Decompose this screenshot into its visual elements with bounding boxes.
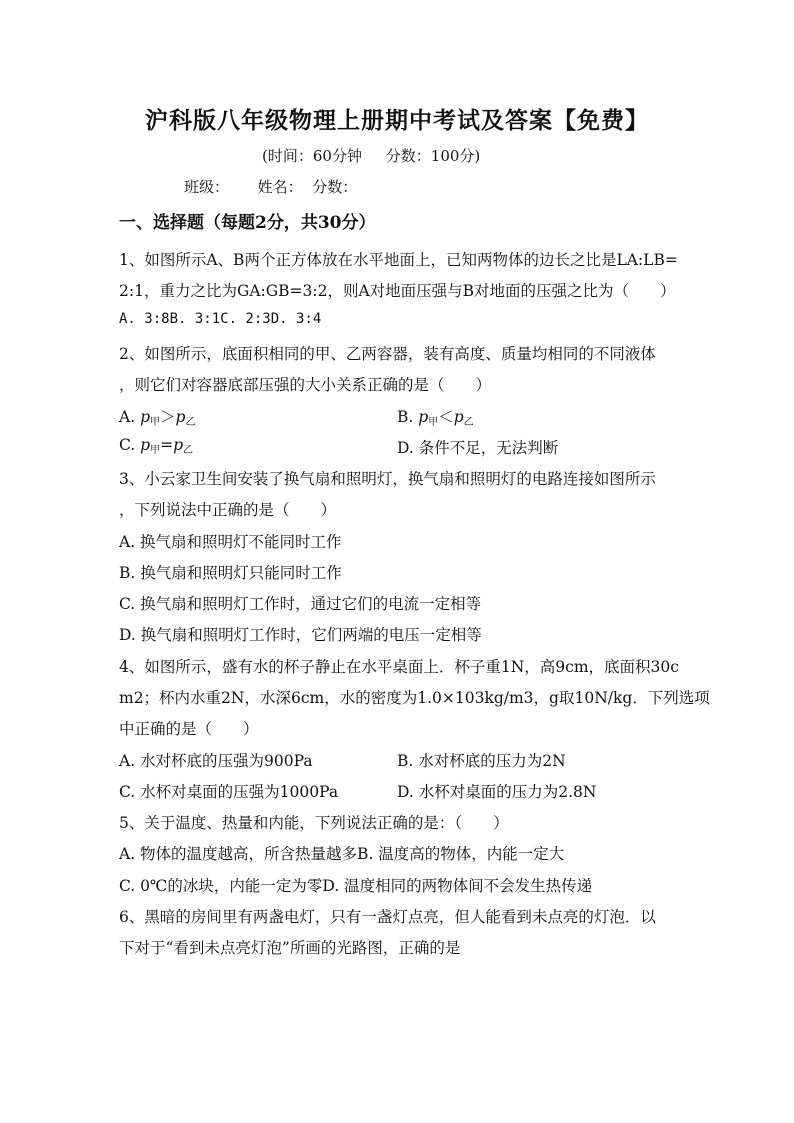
- q1-line1: 1、如图所示A、B两个正方体放在水平地面上，已知两物体的边长之比是LA:LB=: [119, 251, 678, 269]
- q2-line1: 2、如图所示，底面积相同的甲、乙两容器，装有高度、质量均相同的不同液体: [119, 345, 656, 363]
- q6-line1: 6、黑暗的房间里有两盏电灯，只有一盏灯点亮，但人能看到未点亮的灯泡．以: [119, 908, 656, 926]
- q4-option-d: D. 水杯对桌面的压力为2.8N: [397, 783, 597, 801]
- q2-option-a: A. $p_甲>p_乙$: [119, 408, 196, 428]
- exam-score: 分数：100分): [385, 147, 481, 165]
- q3-option-b: B. 换气扇和照明灯只能同时工作: [119, 564, 342, 582]
- q4-line2: m2；杯内水重2N，水深6cm，水的密度为1.0×103kg/m3，g取10N/kg．下列选项: [119, 689, 710, 707]
- q5-options-cd: C. 0℃的冰块，内能一定为零D. 温度相同的两物体间不会发生热传递: [119, 877, 593, 895]
- q5-options-ab: A. 物体的温度越高，所含热量越多B. 温度高的物体，内能一定大: [119, 845, 565, 863]
- name-field: 姓名：: [257, 178, 303, 196]
- exam-meta: [262, 145, 480, 166]
- page-title: 沪科版八年级物理上册期中考试及答案【免费】: [145, 107, 649, 134]
- q2-line2: ，则它们对容器底部压强的大小关系正确的是（ ）: [119, 376, 492, 394]
- q3-option-a: A. 换气扇和照明灯不能同时工作: [119, 533, 342, 551]
- q4-option-a: A. 水对杯底的压强为900Pa: [119, 752, 313, 770]
- q1-line2: 2:1，重力之比为GA:GB=3:2，则A对地面压强与B对地面的压强之比为（ ）: [119, 282, 676, 300]
- q3-line2: ，下列说法中正确的是（ ）: [119, 501, 337, 519]
- q3-option-c: C. 换气扇和照明灯工作时，通过它们的电流一定相等: [119, 595, 482, 613]
- q3-option-d: D. 换气扇和照明灯工作时，它们两端的电压一定相等: [119, 626, 482, 644]
- q2-option-b: B. $p_甲<p_乙$: [397, 408, 474, 428]
- section-heading: 一、选择题（每题2分，共30分）: [119, 213, 376, 233]
- student-info: [184, 176, 357, 197]
- points-field: 分数：: [312, 178, 358, 196]
- q3-line1: 3、小云家卫生间安装了换气扇和照明灯，换气扇和照明灯的电路连接如图所示: [119, 470, 656, 488]
- q4-line3: 中正确的是（ ）: [119, 720, 259, 738]
- q2-option-d: D. 条件不足，无法判断: [397, 439, 559, 457]
- class-field: 班级：: [184, 178, 230, 196]
- q2-option-c: C. $p_甲=p_乙$: [119, 436, 194, 456]
- exam-time: (时间：60分钟: [262, 147, 362, 165]
- q4-option-c: C. 水杯对桌面的压强为1000Pa: [119, 783, 339, 801]
- q4-line1: 4、如图所示，盛有水的杯子静止在水平桌面上．杯子重1N，高9cm，底面积30c: [119, 658, 679, 676]
- q4-option-b: B. 水对杯底的压力为2N: [397, 752, 566, 770]
- q6-line2: 下对于“看到未点亮灯泡”所画的光路图，正确的是: [119, 939, 461, 957]
- q5-line1: 5、关于温度、热量和内能，下列说法正确的是：（ ）: [119, 814, 509, 832]
- q1-options: A. 3:8B. 3:1C. 2:3D. 3:4: [119, 311, 322, 327]
